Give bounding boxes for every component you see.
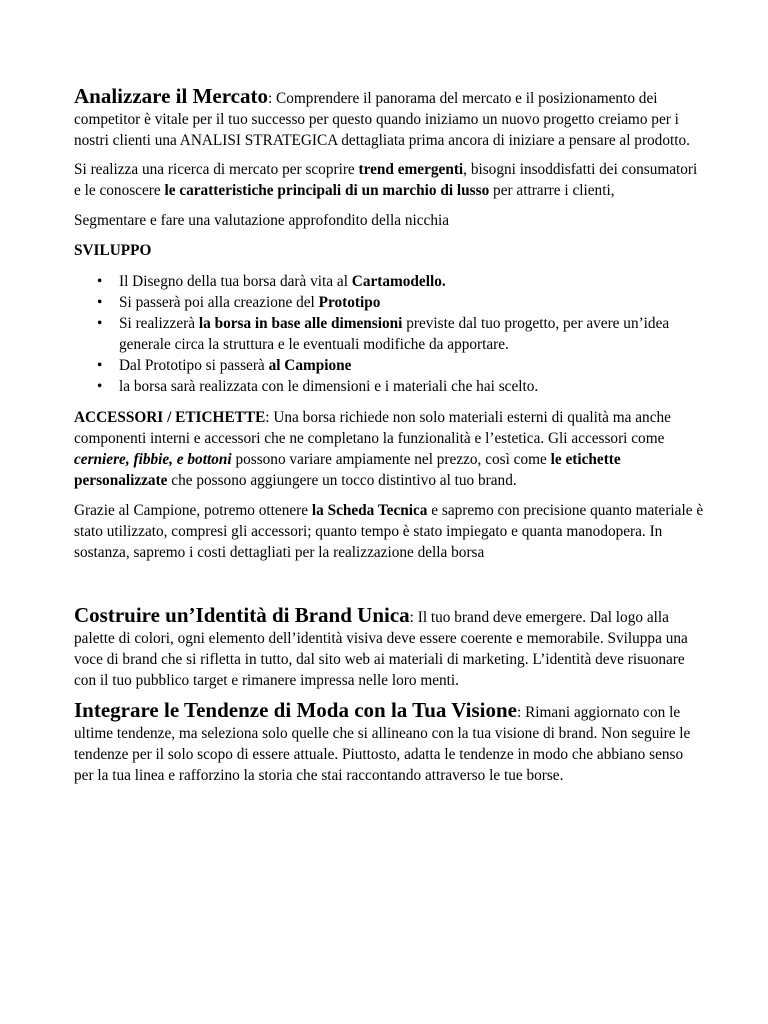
section-identita-brand bbox=[74, 605, 704, 691]
text-run: che possono aggiungere un tocco distintivo al tuo brand. bbox=[167, 472, 517, 489]
section-heading: Costruire un’Identità di Brand Unica bbox=[74, 603, 410, 627]
document-body bbox=[74, 86, 704, 786]
section-heading: Analizzare il Mercato bbox=[74, 84, 268, 108]
paragraph-accessori bbox=[74, 407, 704, 491]
text-run: Dal Prototipo si passerà bbox=[119, 357, 269, 374]
list-item bbox=[119, 355, 704, 376]
list-item bbox=[119, 271, 704, 292]
text-run: : Una borsa richiede non solo materiali esterni di qualità ma anche componenti interni e accessori che ne completano la funzionalità e l’estetica. Gli accessori come bbox=[74, 409, 671, 447]
section-heading: Integrare le Tendenze di Moda con la Tua Visione bbox=[74, 698, 517, 722]
section-text: : Comprendere il panorama del mercato e il posizionamento dei competitor è vitale per il tuo successo per questo quando iniziamo un nuovo progetto creiamo per i nostri clienti una ANALISI STRATEGICA dettagliata prima ancora di iniziare a pensare al prodotto. bbox=[74, 90, 690, 149]
bold-text: trend emergenti bbox=[358, 161, 464, 178]
sviluppo-list bbox=[74, 271, 704, 397]
bold-text: le caratteristiche principali di un marchio di lusso bbox=[164, 182, 490, 199]
text-run: e sapremo con precisione quanto materiale è stato utilizzato, compresi gli accessori; quanto tempo è stato impiegato e quanta manodopera. In sostanza, sapremo i costi dettagliati per la realizzazione della borsa bbox=[74, 502, 704, 561]
bold-text: Prototipo bbox=[318, 294, 381, 311]
list-item bbox=[119, 313, 704, 355]
text-run: Il Disegno della tua borsa darà vita al bbox=[119, 273, 352, 290]
section-analizzare-mercato bbox=[74, 86, 704, 151]
list-item bbox=[119, 292, 704, 313]
text-run: la borsa sarà realizzata con le dimensioni e i materiali che hai scelto. bbox=[119, 378, 539, 395]
bold-italic-text: cerniere, fibbie, e bottoni bbox=[74, 451, 232, 468]
text-run: previste dal tuo progetto, per avere un’idea generale circa la struttura e le eventuali modifiche da apportare. bbox=[119, 315, 670, 353]
section-text: : Il tuo brand deve emergere. Dal logo alla palette di colori, ogni elemento dell’identità visiva deve essere coerente e memorabile. Sviluppa una voce di brand che si rifletta in tutto, dal sito web ai materiali di marketing. L’identità deve risuonare con il tuo pubblico target e rimanere impressa nelle loro menti. bbox=[74, 609, 688, 689]
text-run: per attrarre i clienti, bbox=[489, 182, 615, 199]
bold-text: la borsa in base alle dimensioni bbox=[198, 315, 403, 332]
text-run: Si realizzerà bbox=[119, 315, 199, 332]
paragraph-ricerca-mercato bbox=[74, 159, 704, 201]
text-run: , bisogni insoddisfatti dei consumatori e le conoscere bbox=[74, 161, 698, 199]
bold-text: le etichette personalizzate bbox=[74, 451, 621, 489]
bold-text: la Scheda Tecnica bbox=[311, 502, 432, 519]
list-item bbox=[119, 376, 704, 397]
text-run: Si realizza una ricerca di mercato per scoprire bbox=[74, 161, 359, 178]
bold-text: al Campione bbox=[268, 357, 352, 374]
accessori-label: ACCESSORI / ETICHETTE bbox=[74, 409, 266, 426]
section-text: : Rimani aggiornato con le ultime tendenze, ma seleziona solo quelle che si allineano con la tua visione di brand. Non seguire le tendenze per il solo scopo di essere attuale. Piuttosto, adatta le tendenze in modo che abbiano senso per la tua linea e rafforzino la storia che stai raccontando attraverso le tue borse. bbox=[74, 704, 691, 784]
text-run: Si passerà poi alla creazione del bbox=[119, 294, 319, 311]
paragraph-segmentare: Segmentare e fare una valutazione approfondito della nicchia bbox=[74, 212, 450, 229]
text-run: possono variare ampiamente nel prezzo, così come bbox=[231, 451, 551, 468]
sviluppo-label: SVILUPPO bbox=[74, 242, 152, 259]
paragraph-campione bbox=[74, 500, 704, 563]
section-tendenze-moda bbox=[74, 700, 704, 786]
text-run: Grazie al Campione, potremo ottenere bbox=[74, 502, 312, 519]
bold-text: Cartamodello. bbox=[351, 273, 446, 290]
